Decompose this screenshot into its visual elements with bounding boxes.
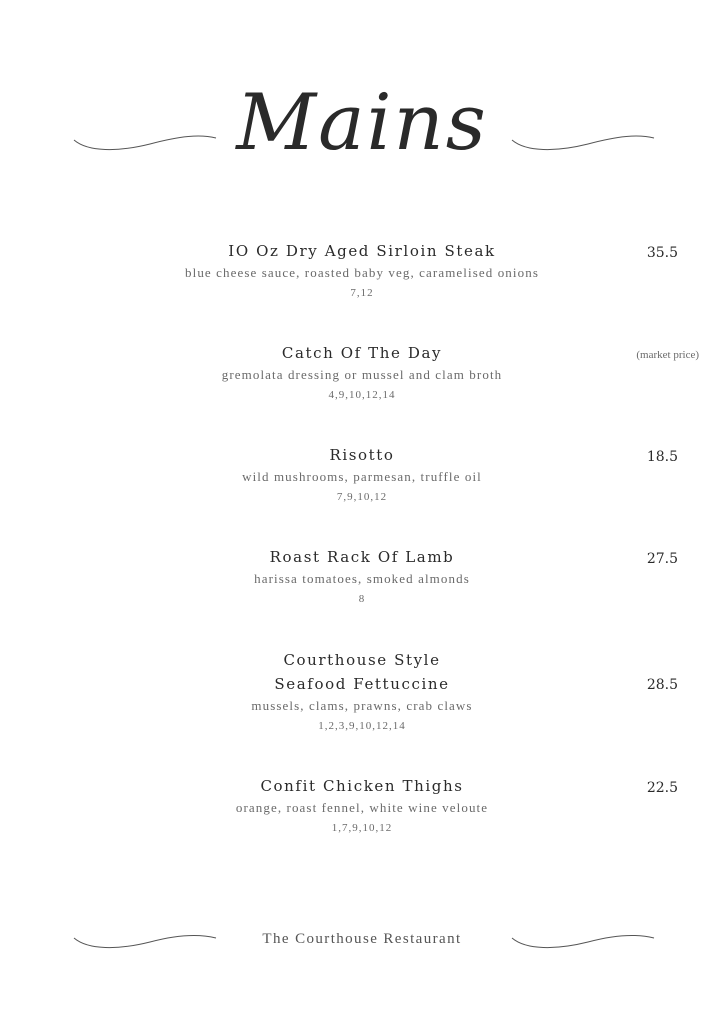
menu-item: [0, 443, 724, 507]
item-price: 27.5: [646, 551, 678, 567]
right-title-swash: [508, 130, 658, 156]
item-name-line-2: Seafood Fettuccine: [274, 675, 450, 693]
item-allergens: 7,9,10,12: [336, 491, 388, 503]
item-name: Roast Rack Of Lamb: [269, 548, 455, 566]
item-description: orange, roast fennel, white wine veloute: [235, 800, 489, 815]
item-description: gremolata dressing or mussel and clam broth: [221, 367, 503, 382]
menu-item: [0, 648, 724, 736]
item-allergens: 1,7,9,10,12: [331, 822, 393, 834]
item-name-line-1: Courthouse Style: [283, 651, 441, 669]
page-title: Mains: [236, 78, 488, 168]
item-name: Catch Of The Day: [281, 344, 443, 362]
item-description: wild mushrooms, parmesan, truffle oil: [242, 469, 482, 484]
footer-restaurant-name: The Courthouse Restaurant: [262, 931, 462, 947]
item-name: Confit Chicken Thighs: [260, 777, 464, 795]
menu-item: [0, 239, 724, 303]
item-price: 35.5: [646, 245, 678, 261]
item-price: (market price): [636, 349, 699, 361]
item-description: harissa tomatoes, smoked almonds: [254, 571, 470, 586]
menu-item: [0, 545, 724, 609]
item-allergens: 8: [358, 593, 366, 605]
item-price: 22.5: [646, 780, 678, 796]
item-allergens: 1,2,3,9,10,12,14: [318, 720, 406, 732]
item-price: 18.5: [646, 449, 678, 465]
item-price: 28.5: [646, 677, 678, 693]
right-footer-swash: [508, 930, 658, 954]
item-name: Risotto: [329, 446, 395, 464]
item-description: mussels, clams, prawns, crab claws: [251, 698, 473, 713]
item-allergens: 7,12: [350, 287, 374, 299]
item-allergens: 4,9,10,12,14: [328, 389, 396, 401]
menu-item: [0, 341, 724, 405]
menu-item: [0, 774, 724, 838]
item-name: IO Oz Dry Aged Sirloin Steak: [228, 242, 496, 260]
item-description: blue cheese sauce, roasted baby veg, caramelised onions: [185, 265, 539, 280]
